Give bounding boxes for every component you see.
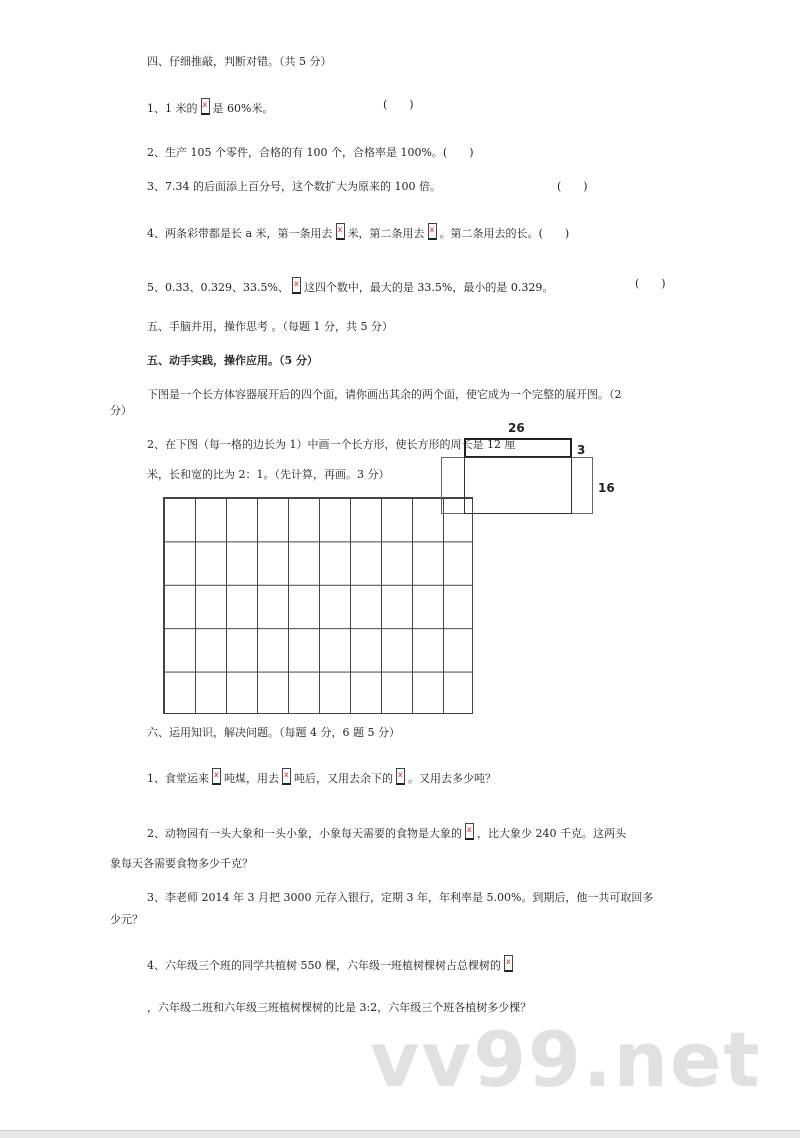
text: 1、1 米的: [147, 102, 198, 115]
label-26: 26: [508, 421, 525, 435]
label-3: 3: [577, 443, 586, 457]
text: 是 60%米。: [212, 102, 274, 115]
text: 4、六年级三个班的同学共植树 550 棵，六年级一班植树棵树占总棵树的: [147, 959, 501, 972]
missing-image-icon: [292, 277, 301, 294]
text: 米，第二条用去: [347, 227, 425, 240]
text: 。第二条用去的长。: [439, 227, 539, 240]
section5-subtitle: 五、动手实践，操作应用。（5 分）: [147, 354, 318, 367]
answer-paren[interactable]: ( ): [442, 146, 474, 159]
question-4-4: [147, 223, 569, 241]
question-6-3-line2: 少元？: [110, 913, 143, 926]
question-5-2-line2: 米，长和宽的比为 2：1。（先计算，再画。3 分）: [147, 468, 390, 481]
answer-paren[interactable]: ( ): [557, 180, 588, 193]
answer-paren[interactable]: ( ): [635, 277, 666, 290]
answer-paren[interactable]: ( ): [538, 227, 570, 240]
missing-image-icon: [396, 768, 405, 785]
question-6-2: [147, 823, 626, 841]
question-4-5: [147, 277, 553, 295]
question-6-4-line2: ，六年级二班和六年级三班植树棵树的比是 3:2，六年级三个班各植树多少棵？: [147, 1001, 532, 1014]
text: 1、食堂运来: [147, 772, 209, 785]
question-6-4: [147, 955, 516, 973]
text: 这四个数中，最大的是 33.5%，最小的是 0.329。: [303, 281, 554, 294]
text: 2、生产 105 个零件，合格的有 100 个，合格率是 100%。: [147, 146, 443, 159]
question-5-1-line2: 分）: [110, 404, 132, 417]
section5-title: 五、手脑并用，操作思考 。（每题 1 分，共 5 分）: [147, 320, 393, 333]
question-6-3-line1: 3、李老师 2014 年 3 月把 3000 元存入银行，定期 3 年，年利率是 5.00%。到期后，他一共可取回多: [147, 891, 654, 904]
text: 4、两条彩带都是长 a 米，第一条用去: [147, 227, 333, 240]
question-4-3: 3、7.34 的后面添上百分号，这个数扩大为原来的 100 倍。: [147, 180, 441, 193]
front-face: [464, 457, 572, 514]
question-5-2-line1: 2、在下图（每一格的边长为 1）中画一个长方形，使长方形的周长是 12 厘: [147, 438, 516, 451]
missing-image-icon: [282, 768, 291, 785]
missing-image-icon: [336, 223, 345, 240]
top-face: [464, 438, 572, 458]
question-6-2-line2: 象每天各需要食物多少千克？: [110, 857, 253, 870]
question-5-1-line1: 下图是一个长方体容器展开后的四个面，请你画出其余的两个面，使它成为一个完整的展开图。（2: [147, 388, 622, 401]
square-grid[interactable]: [163, 497, 473, 714]
question-4-2: [147, 146, 474, 160]
missing-image-icon: [201, 98, 210, 115]
text: 5、0.33、0.329、33.5%、: [147, 281, 289, 294]
text: 2、动物园有一头大象和一头小象，小象每天需要的食物是大象的: [147, 827, 462, 840]
missing-image-icon: [212, 768, 221, 785]
question-6-1: [147, 768, 496, 786]
question-4-1: [147, 98, 273, 116]
missing-image-icon: [504, 955, 513, 972]
text: 。又用去多少吨？: [408, 772, 496, 785]
missing-image-icon: [428, 223, 437, 240]
watermark: vv99.net: [370, 1015, 762, 1104]
text: 吨煤，用去: [224, 772, 279, 785]
text: 吨后，又用去余下的: [294, 772, 393, 785]
label-16: 16: [598, 481, 615, 495]
missing-image-icon: [465, 823, 474, 840]
answer-paren[interactable]: ( ): [383, 98, 414, 111]
section6-title: 六、运用知识，解决问题。（每题 4 分，6 题 5 分）: [147, 726, 400, 739]
text: ，比大象少 240 千克。这两头: [477, 827, 626, 840]
section4-title: 四、仔细推敲，判断对错。（共 5 分）: [147, 55, 332, 68]
